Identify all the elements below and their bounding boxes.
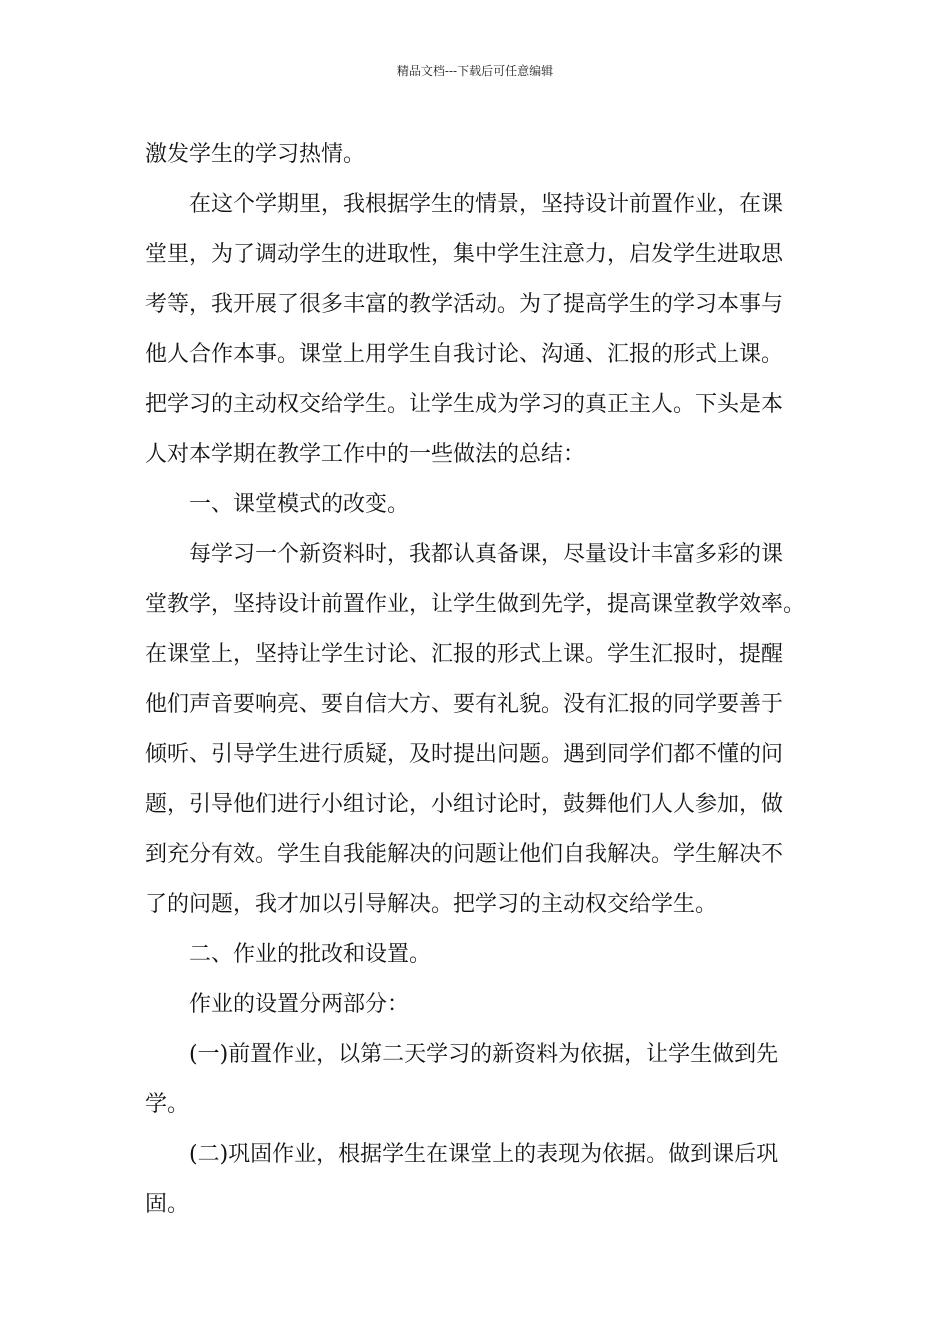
text-line: 在课堂上，坚持让学生讨论、汇报的形式上课。学生汇报时，提醒 (145, 642, 784, 667)
list-item-first-line: (二)巩固作业，根据学生在课堂上的表现为依据。做到课后巩 (189, 1142, 779, 1167)
text-line: 了的问题，我才加以引导解决。把学习的主动权交给学生。 (145, 892, 718, 917)
text-line: 激发学生的学习热情。 (145, 142, 366, 167)
paragraph-first-line: 每学习一个新资料时，我都认真备课，尽量设计丰富多彩的课 (189, 542, 784, 567)
list-item-first-line: (一)前置作业，以第二天学习的新资料为依据，让学生做到先 (189, 1042, 779, 1067)
text-line: 堂里，为了调动学生的进取性，集中学生注意力，启发学生进取思 (145, 242, 784, 267)
text-line: 他们声音要响亮、要自信大方、要有礼貌。没有汇报的同学要善于 (145, 692, 784, 717)
text-line: 到充分有效。学生自我能解决的问题让他们自我解决。学生解决不 (145, 842, 784, 867)
text-line: 题，引导他们进行小组讨论，小组讨论时，鼓舞他们人人参加，做 (145, 792, 784, 817)
section-heading: 一、课堂模式的改变。 (189, 492, 410, 517)
text-line: 人对本学期在教学工作中的一些做法的总结： (145, 442, 586, 467)
page-header: 精品文档---下载后可任意编辑 (396, 64, 554, 78)
text-line: 考等，我开展了很多丰富的教学活动。为了提高学生的学习本事与 (145, 292, 784, 317)
text-line: 倾听、引导学生进行质疑，及时提出问题。遇到同学们都不懂的问 (145, 742, 784, 767)
text-line: 学。 (145, 1092, 190, 1117)
document-body (145, 130, 813, 1230)
text-line: 堂教学，坚持设计前置作业，让学生做到先学，提高课堂教学效率。 (145, 592, 806, 617)
paragraph-first-line: 在这个学期里，我根据学生的情景，坚持设计前置作业，在课 (189, 192, 784, 217)
section-heading: 二、作业的批改和设置。 (189, 942, 432, 967)
text-line: 他人合作本事。课堂上用学生自我讨论、沟通、汇报的形式上课。 (145, 342, 784, 367)
text-line: 固。 (145, 1192, 190, 1217)
text-line: 把学习的主动权交给学生。让学生成为学习的真正主人。下头是本 (145, 392, 784, 417)
paragraph-first-line: 作业的设置分两部分： (189, 992, 410, 1017)
